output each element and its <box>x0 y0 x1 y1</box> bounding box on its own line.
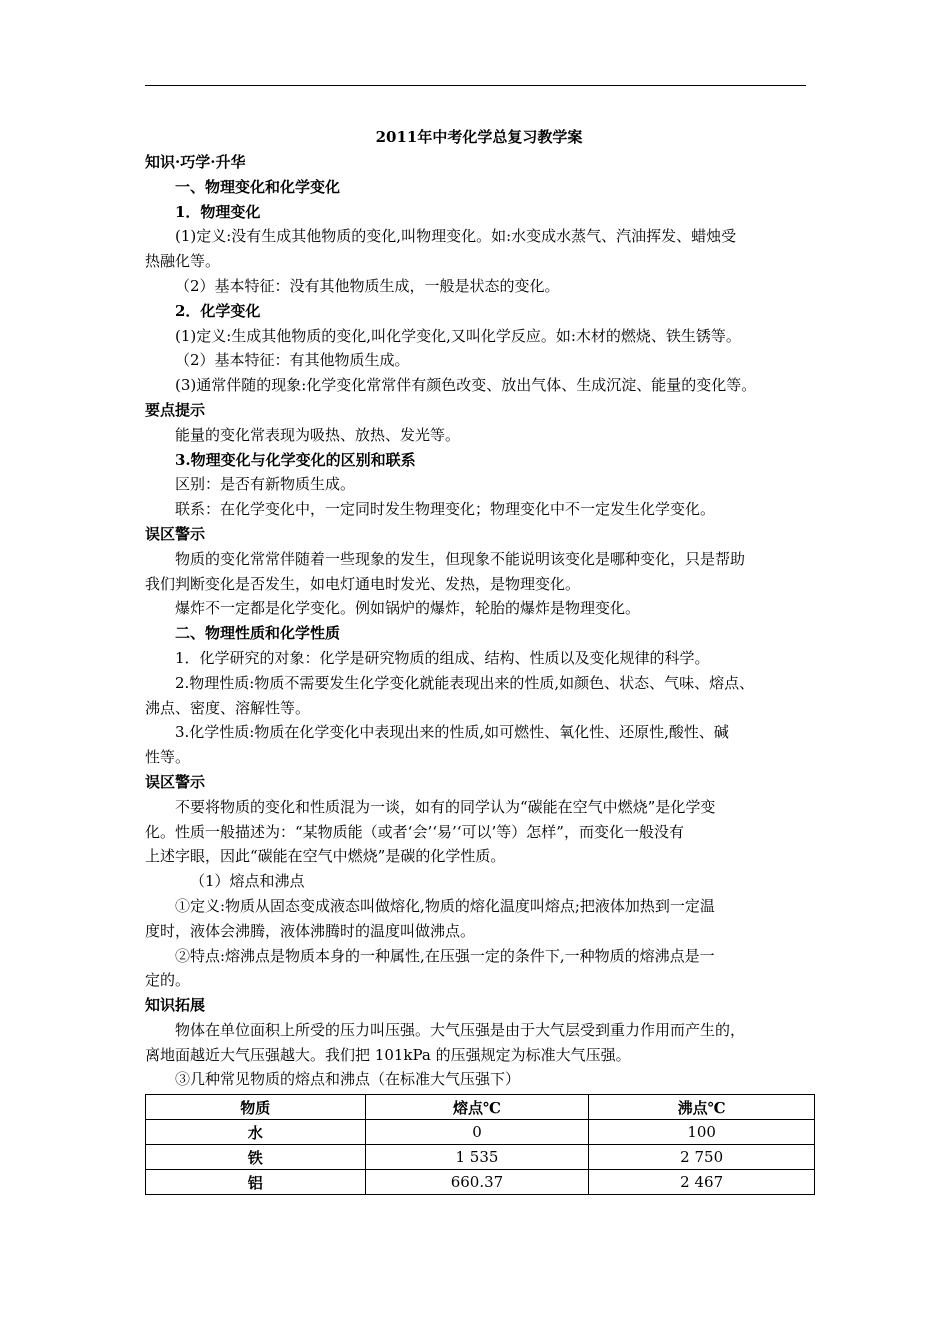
melting-boiling-table <box>145 1094 815 1195</box>
paragraph-line: 能量的变化常表现为吸热、放热、发光等。 <box>175 425 461 444</box>
paragraph-line: 上述字眼，因此“碳能在空气中燃烧”是碳的化学性质。 <box>145 847 506 866</box>
paragraph-line: 联系：在化学变化中，一定同时发生物理变化；物理变化中不一定发生化学变化。 <box>175 500 716 519</box>
table-cell-substance: 水 <box>146 1120 366 1145</box>
paragraph-line: 2.物理性质:物质不需要发生化学变化就能表现出来的性质,如颜色、状态、气味、熔点、 <box>175 673 755 692</box>
paragraph-line: 区别：是否有新物质生成。 <box>175 475 356 494</box>
paragraph-line: （1）熔点和沸点 <box>190 872 305 891</box>
heading-misconception: 误区警示 <box>145 772 206 791</box>
table-header-cell: 熔点℃ <box>365 1095 589 1120</box>
table-cell-melting: 1 535 <box>365 1145 589 1170</box>
table-cell-substance: 铁 <box>146 1145 366 1170</box>
table-cell-boiling: 2 750 <box>589 1145 815 1170</box>
paragraph-line: （2）基本特征：没有其他物质生成，一般是状态的变化。 <box>175 276 560 295</box>
heading-knowledge-extension: 知识拓展 <box>145 996 206 1015</box>
heading-key-points: 要点提示 <box>145 400 206 419</box>
paragraph-line: 离地面越近大气压强越大。我们把 101kPa 的压强规定为标准大气压强。 <box>145 1045 631 1064</box>
paragraph-line: 化。性质一般描述为：“某物质能（或者‘会’‘易’‘可以’等）怎样”，而变化一般没有 <box>145 822 684 841</box>
document-body <box>145 124 813 1195</box>
header-rule <box>145 85 806 86</box>
paragraph-line: 定的。 <box>145 971 191 990</box>
table-cell-substance: 铝 <box>146 1170 366 1195</box>
table-row <box>146 1145 815 1170</box>
paragraph-line: （2）基本特征：有其他物质生成。 <box>175 351 410 370</box>
table-row <box>146 1170 815 1195</box>
table-cell-melting: 660.37 <box>365 1170 589 1195</box>
paragraph-line: ②特点:熔沸点是物质本身的一种属性,在压强一定的条件下,一种物质的熔沸点是一 <box>175 946 715 965</box>
paragraph-line: 度时，液体会沸腾，液体沸腾时的温度叫做沸点。 <box>145 921 476 940</box>
paragraph-line: (1)定义:没有生成其他物质的变化,叫物理变化。如:水变成水蒸气、汽油挥发、蜡烛受 <box>175 227 737 246</box>
subheading-difference-relation: 3.物理变化与化学变化的区别和联系 <box>175 450 416 469</box>
paragraph-line: 爆炸不一定都是化学变化。例如锅炉的爆炸，轮胎的爆炸是物理变化。 <box>175 599 641 618</box>
paragraph-line: 热融化等。 <box>145 252 221 271</box>
paragraph-line: 3.化学性质:物质在化学变化中表现出来的性质,如可燃性、氧化性、还原性,酸性、碱 <box>175 723 729 742</box>
heading-misconception: 误区警示 <box>145 524 206 543</box>
paragraph-line: 1．化学研究的对象：化学是研究物质的组成、结构、性质以及变化规律的科学。 <box>175 648 710 667</box>
paragraph-line: 沸点、密度、溶解性等。 <box>145 698 311 717</box>
subheading-chemical-change: 2．化学变化 <box>175 301 261 320</box>
paragraph-line: 不要将物质的变化和性质混为一谈，如有的同学认为“碳能在空气中燃烧”是化学变 <box>175 797 716 816</box>
paragraph-line: (1)定义:生成其他物质的变化,叫化学变化,又叫化学反应。如:木材的燃烧、铁生锈等。 <box>175 326 741 345</box>
heading-physical-chemical-property: 二、物理性质和化学性质 <box>175 624 341 643</box>
paragraph-line: 物体在单位面积上所受的压力叫压强。大气压强是由于大气层受到重力作用而产生的， <box>175 1020 746 1039</box>
paragraph-line: 我们判断变化是否发生，如电灯通电时发光、发热，是物理变化。 <box>145 574 581 593</box>
table-cell-boiling: 100 <box>589 1120 815 1145</box>
table-cell-melting: 0 <box>365 1120 589 1145</box>
heading-physical-chemical-change: 一、物理变化和化学变化 <box>175 177 341 196</box>
table-header-row <box>146 1095 815 1120</box>
paragraph-line: 物质的变化常常伴随着一些现象的发生，但现象不能说明该变化是哪种变化，只是帮助 <box>175 549 746 568</box>
table-caption: ③几种常见物质的熔点和沸点（在标准大气压强下） <box>175 1070 521 1089</box>
paragraph-line: 性等。 <box>145 748 191 767</box>
paragraph-line: ①定义:物质从固态变成液态叫做熔化,物质的熔化温度叫熔点;把液体加热到一定温 <box>175 896 715 915</box>
table-header-cell: 物质 <box>146 1095 366 1120</box>
table-cell-boiling: 2 467 <box>589 1170 815 1195</box>
subheading-physical-change: 1．物理变化 <box>175 202 261 221</box>
table-row <box>146 1120 815 1145</box>
paragraph-line: (3)通常伴随的现象:化学变化常常伴有颜色改变、放出气体、生成沉淀、能量的变化等。 <box>175 376 757 395</box>
section-heading-knowledge: 知识·巧学·升华 <box>145 153 246 171</box>
table-header-cell: 沸点℃ <box>589 1095 815 1120</box>
document-title: 2011年中考化学总复习教学案 <box>375 128 583 146</box>
